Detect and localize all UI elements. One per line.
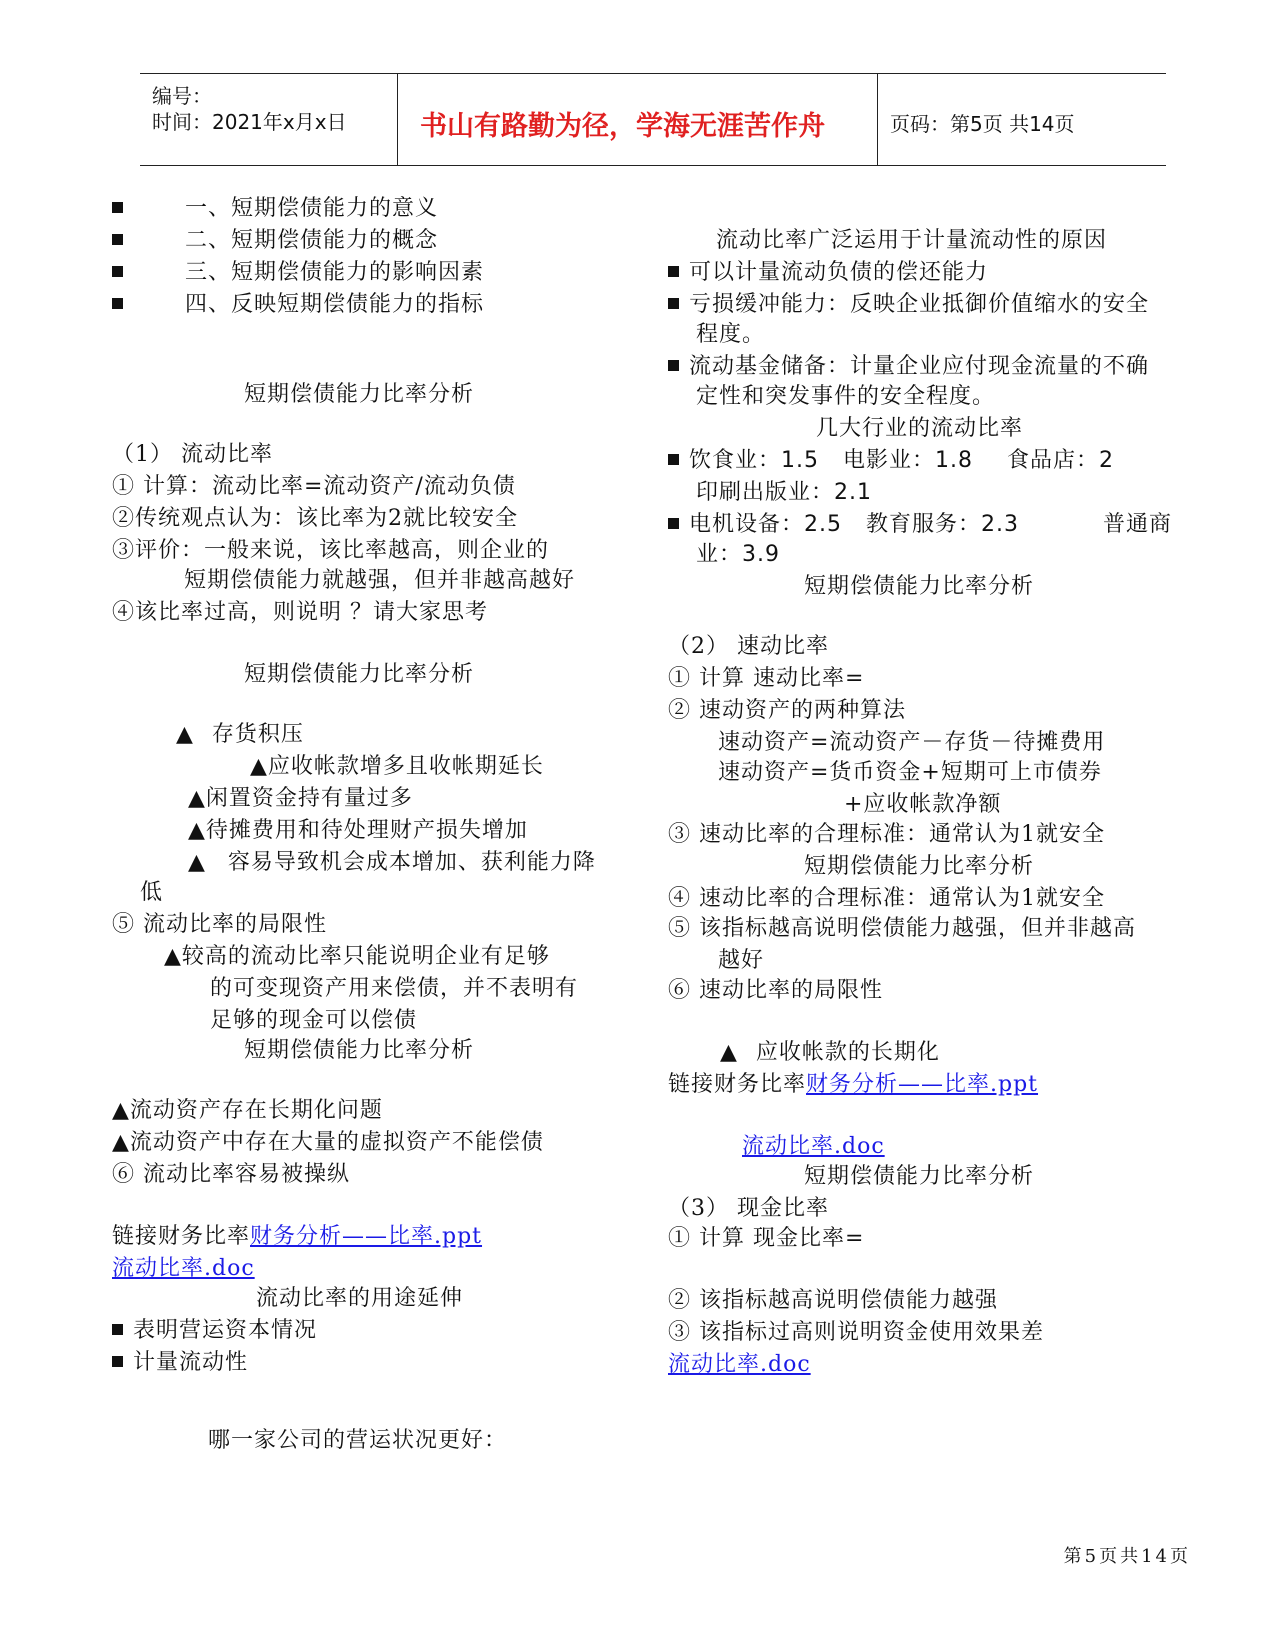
reason-title: 流动比率广泛运用于计量流动性的原因 bbox=[716, 228, 1108, 253]
section-title: 短期偿债能力比率分析 bbox=[244, 382, 475, 407]
industry-row: 印刷出版业：2.1 bbox=[696, 480, 873, 505]
quick-item: ④ 速动比率的合理标准：通常认为1就安全 bbox=[668, 886, 1105, 911]
extension-title: 流动比率的用途延伸 bbox=[256, 1286, 464, 1311]
reason-item: ▲ 容易导致机会成本增加、获利能力降 bbox=[188, 850, 596, 875]
use-item: 表明营运资本情况 bbox=[112, 1316, 317, 1346]
header-top-border bbox=[140, 73, 1166, 74]
quick-formula: 速动资产=流动资产－存货－待摊费用 bbox=[718, 730, 1106, 755]
link-line bbox=[742, 1132, 885, 1162]
square-bullet-icon bbox=[112, 1356, 123, 1367]
reason-bullet: 亏损缓冲能力：反映企业抵御价值缩水的安全 bbox=[668, 290, 1149, 320]
page-footer: 第5页共14页 bbox=[1063, 1546, 1191, 1567]
limitation-item: ▲较高的流动比率只能说明企业有足够 bbox=[164, 944, 550, 969]
section-title: 短期偿债能力比率分析 bbox=[244, 662, 475, 687]
traditional-view: ②传统观点认为：该比率为2就比较安全 bbox=[112, 506, 518, 531]
use-item: 计量流动性 bbox=[112, 1348, 248, 1378]
toc-item: 二、短期偿债能力的概念 bbox=[112, 226, 438, 256]
cash-item: ① 计算 现金比率= bbox=[668, 1226, 865, 1251]
link-line: 链接财务比率财务分析——比率.ppt bbox=[112, 1224, 483, 1249]
ratio-ppt-link[interactable]: 财务分析——比率.ppt bbox=[250, 1224, 483, 1249]
square-bullet-icon bbox=[112, 202, 123, 213]
evaluation-line: ③评价：一般来说，该比率越高，则企业的 bbox=[112, 538, 550, 563]
quick-item-continued: 越好 bbox=[718, 948, 765, 973]
triangle-bullet-icon: ▲ bbox=[188, 850, 206, 875]
quick-item: ② 速动资产的两种算法 bbox=[668, 698, 906, 723]
current-ratio-doc-link[interactable]: 流动比率.doc bbox=[668, 1352, 811, 1377]
toc-item: 四、反映短期偿债能力的指标 bbox=[112, 290, 484, 320]
header-divider-right bbox=[877, 74, 878, 166]
header-divider-left bbox=[397, 74, 398, 166]
section-title: 短期偿债能力比率分析 bbox=[804, 574, 1035, 599]
quick-sub-item: ▲ 应收帐款的长期化 bbox=[720, 1040, 940, 1065]
triangle-bullet-icon: ▲ bbox=[176, 722, 194, 747]
header-time-label: 时间：2021年x月x日 bbox=[152, 110, 347, 134]
square-bullet-icon bbox=[668, 518, 679, 529]
square-bullet-icon bbox=[112, 266, 123, 277]
quick-formula: 速动资产=货币资金+短期可上市债券 bbox=[718, 760, 1102, 785]
current-ratio-calc: ① 计算：流动比率=流动资产/流动负债 bbox=[112, 474, 516, 499]
question: 哪一家公司的营运状况更好： bbox=[208, 1428, 508, 1453]
current-ratio-doc-link[interactable]: 流动比率.doc bbox=[112, 1256, 255, 1281]
cash-item: ③ 该指标过高则说明资金使用效果差 bbox=[668, 1320, 1044, 1345]
limitation-item: ▲流动资产存在长期化问题 bbox=[112, 1098, 383, 1123]
reason-bullet: 流动基金储备：计量企业应付现金流量的不确 bbox=[668, 352, 1149, 382]
industry-row: 电机设备：2.5 教育服务：2.3 普通商 bbox=[668, 510, 1172, 540]
quick-item: ③ 速动比率的合理标准：通常认为1就安全 bbox=[668, 822, 1105, 847]
reason-bullet-continued: 定性和突发事件的安全程度。 bbox=[696, 384, 996, 409]
header-motto: 书山有路勤为径，学海无涯苦作舟 bbox=[420, 111, 825, 142]
limitation-item: ▲流动资产中存在大量的虚拟资产不能偿债 bbox=[112, 1130, 544, 1155]
square-bullet-icon bbox=[112, 234, 123, 245]
quick-formula: +应收帐款净额 bbox=[844, 792, 1002, 817]
square-bullet-icon bbox=[112, 1324, 123, 1335]
quick-ratio-heading: （2） 速动比率 bbox=[668, 634, 829, 659]
reason-item-continued: 低 bbox=[140, 880, 164, 905]
header-page-label: 页码：第5页 共14页 bbox=[890, 112, 1075, 136]
reason-item: ▲待摊费用和待处理财产损失增加 bbox=[188, 818, 528, 843]
limitation-item: 的可变现资产用来偿债，并不表明有 bbox=[210, 976, 579, 1001]
reason-bullet-continued: 程度。 bbox=[696, 322, 766, 347]
reason-item: ▲ 存货积压 bbox=[176, 722, 304, 747]
industry-row: 业：3.9 bbox=[696, 542, 781, 567]
toc-item: 一、短期偿债能力的意义 bbox=[112, 194, 438, 224]
reason-item: ▲应收帐款增多且收帐期延长 bbox=[250, 754, 544, 779]
evaluation-line: 短期偿债能力就越强，但并非越高越好 bbox=[184, 568, 576, 593]
link-line bbox=[112, 1254, 255, 1284]
header-bottom-border bbox=[140, 165, 1166, 166]
too-high-note: ④该比率过高，则说明 ？请大家思考 bbox=[112, 600, 488, 625]
toc-item: 三、短期偿债能力的影响因素 bbox=[112, 258, 484, 288]
quick-item: ⑥ 速动比率的局限性 bbox=[668, 978, 883, 1003]
section-title: 短期偿债能力比率分析 bbox=[804, 1164, 1035, 1189]
quick-item: ① 计算 速动比率= bbox=[668, 666, 865, 691]
manipulate-note: ⑥ 流动比率容易被操纵 bbox=[112, 1162, 350, 1187]
ratio-ppt-link[interactable]: 财务分析——比率.ppt bbox=[806, 1072, 1039, 1097]
industry-row: 饮食业：1.5 电影业：1.8 食品店：2 bbox=[668, 446, 1114, 476]
reason-item: ▲闲置资金持有量过多 bbox=[188, 786, 413, 811]
limitation-item: 足够的现金可以偿债 bbox=[210, 1008, 418, 1033]
industry-title: 几大行业的流动比率 bbox=[816, 416, 1024, 441]
link-line bbox=[668, 1350, 811, 1380]
quick-item: ⑤ 该指标越高说明偿债能力越强，但并非越高 bbox=[668, 916, 1136, 941]
section-title: 短期偿债能力比率分析 bbox=[244, 1038, 475, 1063]
square-bullet-icon bbox=[112, 298, 123, 309]
square-bullet-icon bbox=[668, 454, 679, 465]
square-bullet-icon bbox=[668, 360, 679, 371]
square-bullet-icon bbox=[668, 266, 679, 277]
current-ratio-doc-link[interactable]: 流动比率.doc bbox=[742, 1134, 885, 1159]
square-bullet-icon bbox=[668, 298, 679, 309]
triangle-bullet-icon: ▲ bbox=[720, 1040, 738, 1065]
header-number-label: 编号： bbox=[152, 84, 212, 108]
cash-ratio-heading: （3） 现金比率 bbox=[668, 1196, 829, 1221]
cash-item: ② 该指标越高说明偿债能力越强 bbox=[668, 1288, 998, 1313]
reason-bullet: 可以计量流动负债的偿还能力 bbox=[668, 258, 988, 288]
current-ratio-heading: （1） 流动比率 bbox=[112, 442, 273, 467]
section-title: 短期偿债能力比率分析 bbox=[804, 854, 1035, 879]
link-line: 链接财务比率财务分析——比率.ppt bbox=[668, 1072, 1039, 1097]
limitation-heading: ⑤ 流动比率的局限性 bbox=[112, 912, 327, 937]
